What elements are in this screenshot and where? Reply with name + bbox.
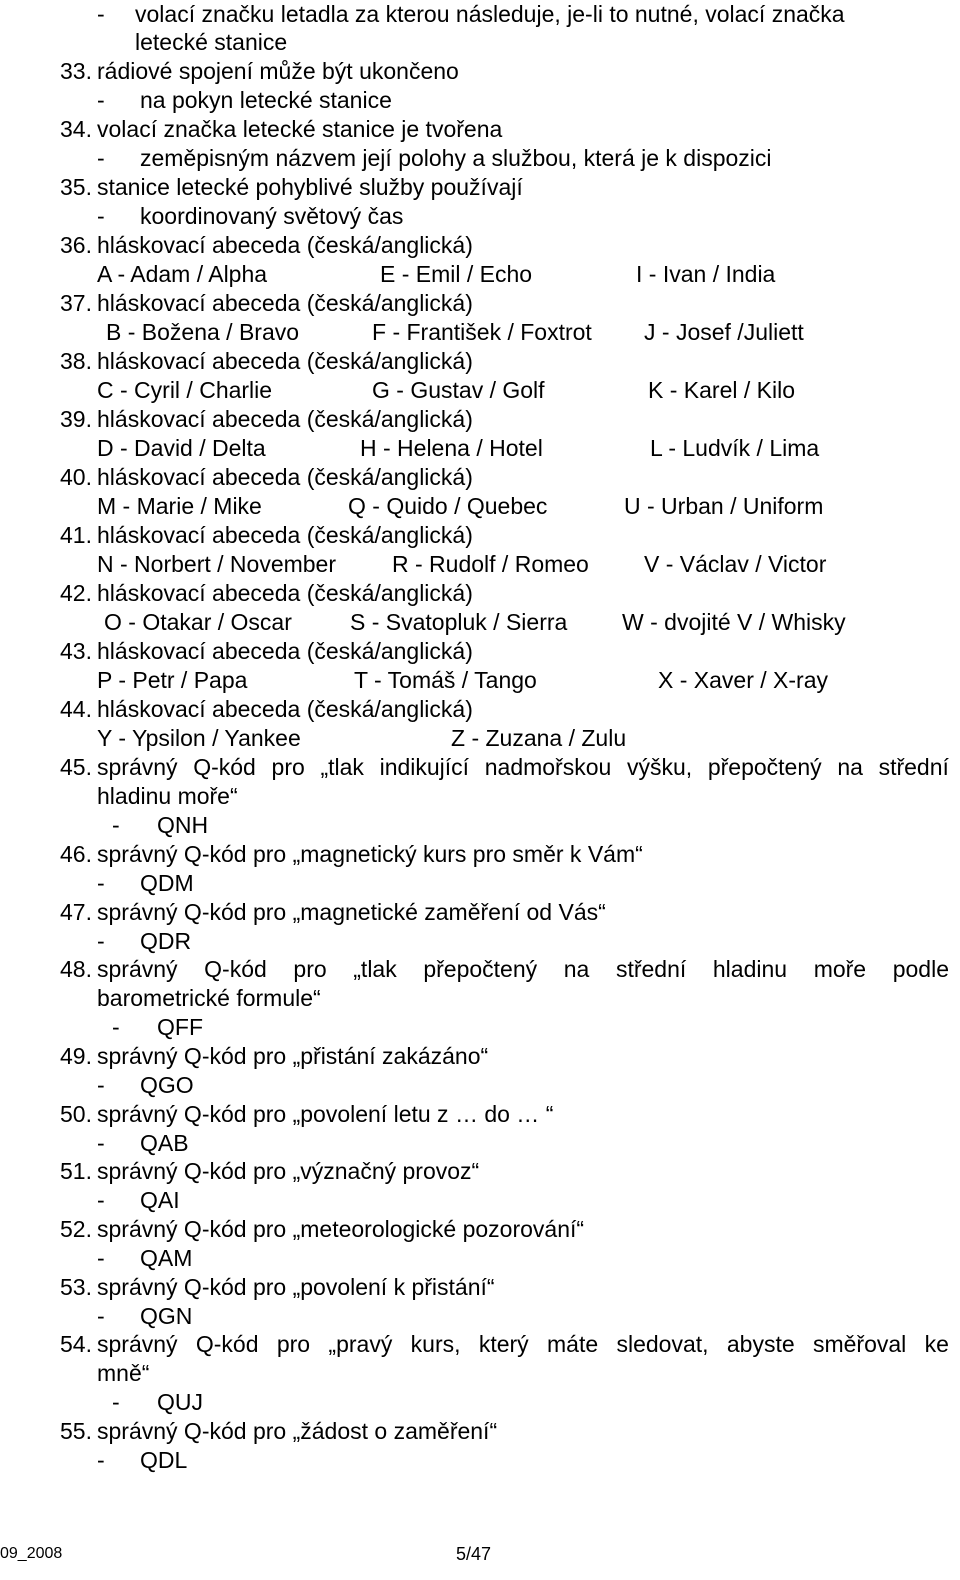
- question-text: správný Q-kód pro „magnetický kurs pro směr k Vám“: [97, 841, 643, 867]
- question-word: přepočtený: [707, 754, 822, 780]
- question-text: správný Q-kód pro „meteorologické pozorování“: [97, 1216, 585, 1242]
- question-word: „pravý: [328, 1331, 393, 1357]
- question-line: [0, 637, 960, 666]
- answer-line: [0, 1244, 960, 1273]
- spelling-entry: Y - Ypsilon / Yankee: [97, 725, 301, 751]
- question-number: 40.: [60, 464, 92, 490]
- spelling-entry: B - Božena / Bravo: [106, 319, 300, 345]
- question-word: Q-kód: [193, 754, 256, 780]
- question-word: Q-kód: [195, 1331, 259, 1357]
- question-line: [0, 463, 960, 492]
- spelling-row: [0, 724, 960, 753]
- question-number: 43.: [60, 638, 92, 664]
- answer-line: [0, 1186, 960, 1215]
- question-word: přepočtený: [423, 956, 538, 982]
- spelling-entry: H - Helena / Hotel: [360, 435, 543, 461]
- question-line: [0, 579, 960, 608]
- question-word: výšku,: [626, 754, 693, 780]
- question-number: 53.: [60, 1274, 92, 1300]
- answer-text: volací značku letadla za kterou následuje, je-li to nutné, volací značka: [135, 1, 845, 27]
- spelling-entry: U - Urban / Uniform: [624, 493, 824, 519]
- answer-line: [0, 869, 960, 898]
- question-text: správný Q-kód pro „žádost o zaměření“: [97, 1418, 498, 1444]
- question-line: [0, 1215, 960, 1244]
- dash-marker: -: [112, 812, 120, 838]
- spelling-entry: Z - Zuzana / Zulu: [451, 725, 627, 751]
- spelling-entry: S - Svatopluk / Sierra: [350, 609, 568, 635]
- question-text: stanice letecké pohyblivé služby používají: [97, 174, 523, 200]
- question-word: moře: [813, 956, 867, 982]
- answer-text: QDL: [140, 1447, 188, 1473]
- spelling-entry: O - Otakar / Oscar: [104, 609, 292, 635]
- page-number: 5/47: [456, 1544, 492, 1564]
- answer-line: [0, 1129, 960, 1158]
- question-number: 44.: [60, 696, 92, 722]
- question-line: [0, 840, 960, 869]
- answer-line: [0, 1446, 960, 1475]
- answer-text: QUJ: [157, 1389, 203, 1415]
- question-number: 49.: [60, 1043, 92, 1069]
- spelling-entry: L - Ludvík / Lima: [650, 435, 820, 461]
- answer-text: na pokyn letecké stanice: [140, 87, 392, 113]
- dash-marker: -: [97, 1187, 105, 1213]
- dash-marker: -: [112, 1389, 120, 1415]
- question-word: směřoval: [812, 1331, 907, 1357]
- question-line: [0, 1359, 960, 1388]
- question-line: [0, 521, 960, 550]
- answer-line: [0, 28, 960, 57]
- question-number: 45.: [60, 754, 92, 780]
- question-word: správný: [97, 1331, 178, 1357]
- question-line: [0, 1157, 960, 1186]
- answer-line: [0, 1071, 960, 1100]
- footer-code: 09_2008: [0, 1545, 63, 1562]
- spelling-row: [0, 318, 960, 347]
- question-word: pro: [293, 956, 327, 982]
- question-number: 42.: [60, 580, 92, 606]
- question-line: [0, 115, 960, 144]
- question-word: nadmořskou: [484, 754, 612, 780]
- answer-text: koordinovaný světový čas: [140, 203, 404, 229]
- dash-marker: -: [97, 928, 105, 954]
- spelling-entry: X - Xaver / X-ray: [658, 667, 828, 693]
- answer-text: QDR: [140, 928, 192, 954]
- question-number: 52.: [60, 1216, 92, 1242]
- answer-text: QNH: [157, 812, 209, 838]
- spelling-row: [0, 260, 960, 289]
- question-word: pro: [271, 754, 305, 780]
- answer-line: [0, 1013, 960, 1042]
- question-word: indikující: [379, 754, 470, 780]
- question-text: hláskovací abeceda (česká/anglická): [97, 580, 473, 606]
- question-text: hláskovací abeceda (česká/anglická): [97, 464, 473, 490]
- answer-line: [0, 144, 960, 173]
- spelling-entry: A - Adam / Alpha: [97, 261, 268, 287]
- dash-marker: -: [112, 1014, 120, 1040]
- answer-text: zeměpisným názvem její polohy a službou, která je k dispozici: [140, 145, 772, 171]
- question-word: ke: [924, 1331, 949, 1357]
- question-number: 51.: [60, 1158, 92, 1184]
- question-line: [0, 898, 960, 927]
- dash-marker: -: [97, 1447, 105, 1473]
- dash-marker: -: [97, 203, 105, 229]
- question-text: mně“: [97, 1360, 150, 1386]
- question-word: máte: [547, 1331, 599, 1357]
- question-word: na: [563, 956, 590, 982]
- question-text: [97, 1330, 949, 1359]
- spelling-row: [0, 492, 960, 521]
- spelling-entry: G - Gustav / Golf: [372, 377, 545, 403]
- spelling-entry: E - Emil / Echo: [380, 261, 533, 287]
- answer-line: [0, 927, 960, 956]
- answer-text: QFF: [157, 1014, 203, 1040]
- spelling-entry: K - Karel / Kilo: [648, 377, 795, 403]
- spelling-entry: N - Norbert / November: [97, 551, 337, 577]
- spelling-entry: T - Tomáš / Tango: [354, 667, 537, 693]
- answer-text: QAM: [140, 1245, 193, 1271]
- spelling-entry: C - Cyril / Charlie: [97, 377, 273, 403]
- answer-text: QGO: [140, 1072, 194, 1098]
- spelling-row: [0, 666, 960, 695]
- spelling-entry: M - Marie / Mike: [97, 493, 262, 519]
- question-number: 48.: [60, 956, 92, 982]
- answer-line: [0, 202, 960, 231]
- question-word: „tlak: [353, 956, 397, 982]
- dash-marker: -: [97, 1303, 105, 1329]
- question-text: volací značka letecké stanice je tvořena: [97, 116, 503, 142]
- question-text: správný Q-kód pro „povolení k přistání“: [97, 1274, 495, 1300]
- spelling-entry: V - Václav / Victor: [644, 551, 827, 577]
- answer-text: QDM: [140, 870, 194, 896]
- question-line: [0, 1330, 960, 1359]
- question-line: [0, 955, 960, 984]
- spelling-row: [0, 550, 960, 579]
- question-word: podle: [892, 956, 949, 982]
- question-text: [97, 753, 949, 782]
- question-word: sledovat,: [616, 1331, 709, 1357]
- question-text: správný Q-kód pro „povolení letu z … do … “: [97, 1101, 554, 1127]
- spelling-entry: D - David / Delta: [97, 435, 266, 461]
- answer-text: QGN: [140, 1303, 193, 1329]
- question-text: hláskovací abeceda (česká/anglická): [97, 406, 473, 432]
- question-line: [0, 1273, 960, 1302]
- question-line: [0, 984, 960, 1013]
- dash-marker: -: [97, 1072, 105, 1098]
- question-line: [0, 57, 960, 86]
- question-line: [0, 1100, 960, 1129]
- question-text: hláskovací abeceda (česká/anglická): [97, 696, 473, 722]
- question-line: [0, 231, 960, 260]
- question-text: hláskovací abeceda (česká/anglická): [97, 522, 473, 548]
- spelling-entry: W - dvojité V / Whisky: [622, 609, 846, 635]
- question-text: správný Q-kód pro „magnetické zaměření od Vás“: [97, 899, 606, 925]
- question-line: [0, 1042, 960, 1071]
- question-word: který: [478, 1331, 529, 1357]
- dash-marker: -: [97, 1130, 105, 1156]
- spelling-entry: P - Petr / Papa: [97, 667, 248, 693]
- question-number: 37.: [60, 290, 92, 316]
- spelling-row: [0, 376, 960, 405]
- answer-line: [0, 0, 960, 29]
- question-number: 38.: [60, 348, 92, 374]
- question-number: 46.: [60, 841, 92, 867]
- dash-marker: -: [97, 870, 105, 896]
- question-number: 41.: [60, 522, 92, 548]
- question-number: 35.: [60, 174, 92, 200]
- spelling-entry: J - Josef /Juliett: [644, 319, 804, 345]
- dash-marker: -: [97, 87, 105, 113]
- question-text: správný Q-kód pro „přistání zakázáno“: [97, 1043, 489, 1069]
- dash-marker: -: [97, 1, 105, 27]
- question-text: [97, 955, 949, 984]
- answer-text: QAI: [140, 1187, 180, 1213]
- question-number: 55.: [60, 1418, 92, 1444]
- question-text: rádiové spojení může být ukončeno: [97, 58, 459, 84]
- question-number: 50.: [60, 1101, 92, 1127]
- question-line: [0, 695, 960, 724]
- question-text: hláskovací abeceda (česká/anglická): [97, 638, 473, 664]
- question-text: hláskovací abeceda (česká/anglická): [97, 348, 473, 374]
- spelling-row: [0, 608, 960, 637]
- question-number: 34.: [60, 116, 92, 142]
- question-number: 39.: [60, 406, 92, 432]
- question-text: barometrické formule“: [97, 985, 321, 1011]
- question-line: [0, 347, 960, 376]
- question-word: kurs,: [410, 1331, 461, 1357]
- spelling-entry: R - Rudolf / Romeo: [392, 551, 589, 577]
- dash-marker: -: [97, 145, 105, 171]
- question-line: [0, 1417, 960, 1446]
- answer-text: letecké stanice: [135, 29, 288, 55]
- question-word: pro: [276, 1331, 311, 1357]
- question-text: hladinu moře“: [97, 783, 238, 809]
- question-line: [0, 173, 960, 202]
- spelling-entry: F - František / Foxtrot: [372, 319, 592, 345]
- question-word: střední: [878, 754, 949, 780]
- spelling-row: [0, 434, 960, 463]
- dash-marker: -: [97, 1245, 105, 1271]
- question-word: abyste: [726, 1331, 795, 1357]
- question-number: 36.: [60, 232, 92, 258]
- answer-line: [0, 1388, 960, 1417]
- question-number: 33.: [60, 58, 92, 84]
- question-word: na: [837, 754, 863, 780]
- question-text: hláskovací abeceda (česká/anglická): [97, 232, 473, 258]
- answer-line: [0, 86, 960, 115]
- answer-line: [0, 1302, 960, 1331]
- question-word: střední: [615, 956, 687, 982]
- question-word: „tlak: [320, 754, 364, 780]
- question-word: správný: [97, 754, 178, 780]
- question-word: hladinu: [712, 956, 788, 982]
- question-word: správný: [97, 956, 178, 982]
- question-number: 47.: [60, 899, 92, 925]
- question-line: [0, 289, 960, 318]
- question-line: [0, 753, 960, 782]
- answer-line: [0, 811, 960, 840]
- spelling-entry: Q - Quido / Quebec: [348, 493, 548, 519]
- question-line: [0, 782, 960, 811]
- question-text: hláskovací abeceda (česká/anglická): [97, 290, 473, 316]
- question-number: 54.: [60, 1331, 92, 1357]
- question-text: správný Q-kód pro „význačný provoz“: [97, 1158, 480, 1184]
- question-line: [0, 405, 960, 434]
- answer-text: QAB: [140, 1130, 189, 1156]
- question-word: Q-kód: [204, 956, 267, 982]
- spelling-entry: I - Ivan / India: [636, 261, 776, 287]
